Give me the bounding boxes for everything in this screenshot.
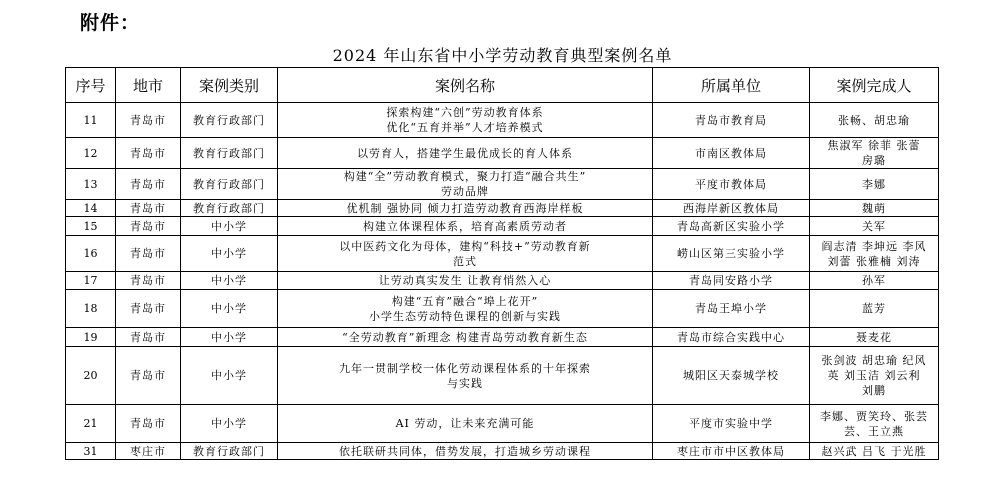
- people-cell-text: 孙军: [862, 274, 886, 287]
- city-cell: [116, 290, 181, 328]
- serial-cell-text: 16: [83, 247, 98, 260]
- case-name-cell-text: “全劳动教育”新理念 构建青岛劳动教育新生态: [342, 330, 588, 344]
- table-header-row: [66, 68, 939, 103]
- unit-cell: [653, 290, 810, 328]
- category-cell-text: 教育行政部门: [193, 113, 265, 127]
- serial-cell: [66, 290, 116, 328]
- case-name-cell: [278, 290, 653, 328]
- city-cell: [116, 236, 181, 272]
- serial-cell-text: 19: [83, 330, 98, 344]
- serial-cell-text: 18: [83, 302, 98, 315]
- unit-cell-text: 枣庄市市中区教体局: [677, 444, 785, 458]
- header-case-name: 案例名称: [278, 68, 653, 103]
- city-cell-text: 青岛市: [130, 219, 166, 233]
- case-name-cell-text: 优机制 强协同 倾力打造劳动教育西海岸样板: [346, 201, 584, 215]
- people-cell: [810, 405, 939, 443]
- city-cell: [116, 217, 181, 236]
- case-name-cell: [278, 138, 653, 169]
- city-cell-text: 青岛市: [130, 330, 166, 344]
- case-name-cell-text: 以劳育人，搭建学生最优成长的育人体系: [357, 146, 573, 160]
- case-name-cell-text: 构建“五育”融合“埠上花开” 小学生态劳动特色课程的创新与实践: [369, 294, 561, 323]
- unit-cell-text: 青岛高新区实验小学: [677, 219, 785, 233]
- serial-cell-text: 14: [83, 201, 98, 215]
- category-cell: [181, 169, 278, 200]
- unit-cell: [653, 347, 810, 405]
- people-cell-text: 蓝芳: [862, 302, 886, 315]
- case-name-cell-text: 构建立体课程体系，培育高素质劳动者: [363, 219, 567, 233]
- table-row: [66, 103, 939, 138]
- header-people: 案例完成人: [810, 68, 939, 103]
- unit-cell: [653, 328, 810, 347]
- people-cell: [810, 217, 939, 236]
- table-row: [66, 272, 939, 290]
- city-cell-text: 青岛市: [130, 247, 166, 260]
- serial-cell: [66, 200, 116, 217]
- table-row: [66, 328, 939, 347]
- people-cell-text: 李娜、贾笑玲、张芸 芸、王立燕: [820, 409, 928, 438]
- table-row: [66, 169, 939, 200]
- city-cell: [116, 200, 181, 217]
- unit-cell-text: 青岛同安路小学: [689, 274, 773, 287]
- unit-cell-text: 青岛王埠小学: [695, 302, 767, 315]
- table-row: [66, 200, 939, 217]
- people-cell: [810, 103, 939, 138]
- case-name-cell-text: 以中医药文化为母体，建构“科技+”劳动教育新 范式: [339, 239, 591, 268]
- unit-cell: [653, 138, 810, 169]
- serial-cell: [66, 405, 116, 443]
- serial-cell: [66, 103, 116, 138]
- category-cell: [181, 443, 278, 460]
- document-title: 2024 年山东省中小学劳动教育典型案例名单: [332, 46, 673, 65]
- case-name-cell: [278, 236, 653, 272]
- serial-cell-text: 20: [83, 369, 98, 382]
- people-cell-text: 关军: [862, 219, 886, 233]
- case-name-cell-text: 依托联研共同体，借势发展，打造城乡劳动课程: [339, 444, 591, 458]
- category-cell: [181, 272, 278, 290]
- unit-cell-text: 城阳区天泰城学校: [683, 369, 779, 382]
- case-name-cell: [278, 217, 653, 236]
- category-cell-text: 中小学: [211, 219, 247, 233]
- serial-cell-text: 21: [83, 417, 98, 430]
- people-cell: [810, 169, 939, 200]
- city-cell: [116, 138, 181, 169]
- city-cell: [116, 405, 181, 443]
- table-row: [66, 347, 939, 405]
- header-unit: 所属单位: [653, 68, 810, 103]
- people-cell-text: 张剑波 胡忠瑜 纪风 英 刘玉洁 刘云利 刘鹏: [821, 354, 927, 397]
- category-cell: [181, 347, 278, 405]
- people-cell: [810, 443, 939, 460]
- serial-cell: [66, 328, 116, 347]
- unit-cell-text: 青岛市综合实践中心: [677, 330, 785, 344]
- category-cell-text: 中小学: [211, 369, 247, 382]
- unit-cell-text: 青岛市教育局: [695, 113, 767, 127]
- people-cell-text: 焦淑军 徐菲 张蕾 房璐: [827, 139, 921, 167]
- unit-cell: [653, 169, 810, 200]
- header-city: 地市: [116, 68, 181, 103]
- serial-cell-text: 31: [83, 444, 98, 458]
- people-cell-text: 李娜: [862, 177, 886, 191]
- category-cell: [181, 138, 278, 169]
- people-cell: [810, 328, 939, 347]
- city-cell-text: 青岛市: [130, 201, 166, 215]
- serial-cell-text: 11: [83, 113, 98, 127]
- unit-cell: [653, 405, 810, 443]
- people-cell: [810, 236, 939, 272]
- category-cell: [181, 217, 278, 236]
- city-cell: [116, 443, 181, 460]
- unit-cell-text: 崂山区第三实验小学: [677, 247, 785, 260]
- serial-cell-text: 12: [83, 146, 98, 160]
- city-cell-text: 青岛市: [130, 417, 166, 430]
- category-cell-text: 教育行政部门: [193, 444, 265, 458]
- category-cell: [181, 290, 278, 328]
- serial-cell: [66, 169, 116, 200]
- case-table: [65, 67, 939, 460]
- category-cell: [181, 236, 278, 272]
- people-cell-text: 聂麦花: [856, 330, 892, 344]
- case-name-cell: [278, 405, 653, 443]
- unit-cell-text: 西海岸新区教体局: [683, 201, 779, 215]
- people-cell: [810, 200, 939, 217]
- people-cell: [810, 272, 939, 290]
- table-row: [66, 405, 939, 443]
- category-cell-text: 教育行政部门: [193, 177, 265, 191]
- case-name-cell: [278, 272, 653, 290]
- case-name-cell: [278, 169, 653, 200]
- city-cell: [116, 169, 181, 200]
- category-cell-text: 中小学: [211, 247, 247, 260]
- city-cell-text: 青岛市: [130, 177, 166, 191]
- table-row: [66, 236, 939, 272]
- case-name-cell-text: 探索构建“六创”劳动教育体系 优化“五育并举”人才培养模式: [386, 106, 544, 134]
- city-cell: [116, 103, 181, 138]
- city-cell-text: 青岛市: [130, 302, 166, 315]
- people-cell-text: 阎志清 李坤远 李风 刘蕾 张雅楠 刘涛: [821, 239, 927, 268]
- serial-cell-text: 13: [83, 177, 98, 191]
- table-row: [66, 443, 939, 460]
- case-name-cell-text: AI 劳动，让未来充满可能: [395, 417, 535, 430]
- category-cell-text: 教育行政部门: [193, 146, 265, 160]
- table-row: [66, 290, 939, 328]
- serial-cell-text: 17: [83, 274, 98, 287]
- category-cell-text: 中小学: [211, 330, 247, 344]
- unit-cell: [653, 272, 810, 290]
- case-name-cell: [278, 328, 653, 347]
- people-cell: [810, 347, 939, 405]
- case-name-cell: [278, 103, 653, 138]
- category-cell-text: 中小学: [211, 274, 247, 287]
- people-cell-text: 赵兴武 吕飞 于光胜: [821, 444, 927, 458]
- category-cell: [181, 328, 278, 347]
- unit-cell-text: 平度市教体局: [695, 177, 767, 191]
- category-cell-text: 中小学: [211, 417, 247, 430]
- city-cell-text: 枣庄市: [130, 444, 166, 458]
- case-name-cell: [278, 443, 653, 460]
- serial-cell: [66, 347, 116, 405]
- category-cell-text: 教育行政部门: [193, 201, 265, 215]
- unit-cell: [653, 443, 810, 460]
- serial-cell: [66, 138, 116, 169]
- case-name-cell-text: 构建“全”劳动教育模式，聚力打造“融合共生” 劳动品牌: [343, 170, 587, 198]
- city-cell: [116, 272, 181, 290]
- serial-cell: [66, 443, 116, 460]
- category-cell-text: 中小学: [211, 302, 247, 315]
- unit-cell: [653, 217, 810, 236]
- case-name-cell: [278, 347, 653, 405]
- serial-cell-text: 15: [83, 219, 98, 233]
- people-cell: [810, 290, 939, 328]
- table-row: [66, 138, 939, 169]
- serial-cell: [66, 236, 116, 272]
- table-row: [66, 217, 939, 236]
- case-name-cell-text: 九年一贯制学校一体化劳动课程体系的十年探索 与实践: [339, 361, 591, 390]
- city-cell-text: 青岛市: [130, 274, 166, 287]
- serial-cell: [66, 217, 116, 236]
- category-cell: [181, 200, 278, 217]
- people-cell-text: 魏萌: [862, 201, 886, 215]
- city-cell: [116, 347, 181, 405]
- city-cell: [116, 328, 181, 347]
- unit-cell: [653, 200, 810, 217]
- case-name-cell-text: 让劳动真实发生 让教育悄然入心: [378, 274, 552, 287]
- unit-cell-text: 市南区教体局: [695, 146, 767, 160]
- unit-cell: [653, 236, 810, 272]
- category-cell: [181, 103, 278, 138]
- people-cell-text: 张畅、胡忠瑜: [838, 113, 910, 127]
- people-cell: [810, 138, 939, 169]
- header-serial: 序号: [66, 68, 116, 103]
- unit-cell-text: 平度市实验中学: [689, 417, 773, 430]
- case-name-cell: [278, 200, 653, 217]
- city-cell-text: 青岛市: [130, 113, 166, 127]
- header-category: 案例类别: [181, 68, 278, 103]
- city-cell-text: 青岛市: [130, 369, 166, 382]
- serial-cell: [66, 272, 116, 290]
- table-body: [66, 103, 939, 460]
- category-cell: [181, 405, 278, 443]
- unit-cell: [653, 103, 810, 138]
- city-cell-text: 青岛市: [130, 146, 166, 160]
- attachment-label: 附件：: [80, 12, 141, 34]
